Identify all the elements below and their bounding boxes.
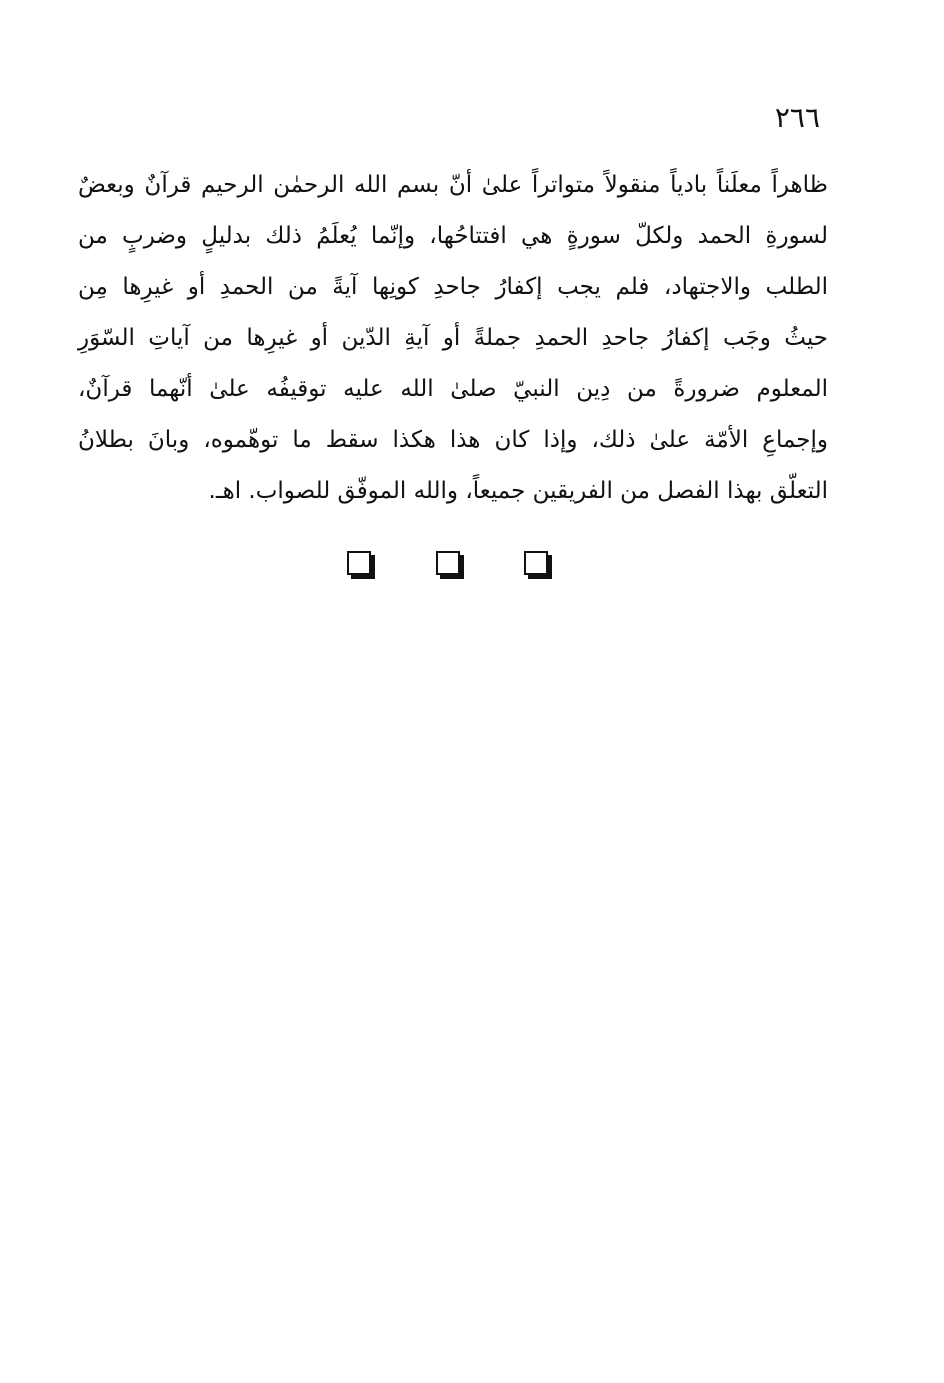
section-end-ornaments (0, 551, 944, 585)
text-line: حيثُ وجَب إكفارُ جاحدِ الحمدِ جملةً أو آيةِ الدّين أو غيرِها من آياتِ السّوَرِ (78, 325, 828, 351)
text-line: ظاهراً معلَناً بادياً منقولاً متواتراً علىٰ أنّ بسم الله الرحمٰن الرحيم قرآنٌ وبعضٌ (78, 172, 828, 198)
text-line: وإجماعِ الأمّة علىٰ ذلك، وإذا كان هذا هكذا سقط ما توهّموه، وبانَ بطلانُ (78, 427, 828, 453)
text-line: التعلّق بهذا الفصل من الفريقين جميعاً، والله الموفّق للصواب. اهـ. (208, 478, 828, 504)
square-box-icon (436, 551, 460, 575)
text-line: لسورةِ الحمد ولكلّ سورةٍ هي افتتاحُها، وإنّما يُعلَمُ ذلك بدليلٍ وضربٍ من (78, 223, 828, 249)
text-line: الطلب والاجتهاد، فلم يجب إكفارُ جاحدِ كونِها آيةً من الحمدِ أو غيرِها مِن (78, 274, 828, 300)
page-number: ٢٦٦ (774, 101, 820, 134)
text-line: المعلوم ضرورةً من دِين النبيّ صلىٰ الله عليه توقيفُه علىٰ أنّهما قرآنٌ، (78, 376, 828, 402)
square-box-icon (524, 551, 548, 575)
square-box-icon (347, 551, 371, 575)
body-text (78, 160, 828, 517)
